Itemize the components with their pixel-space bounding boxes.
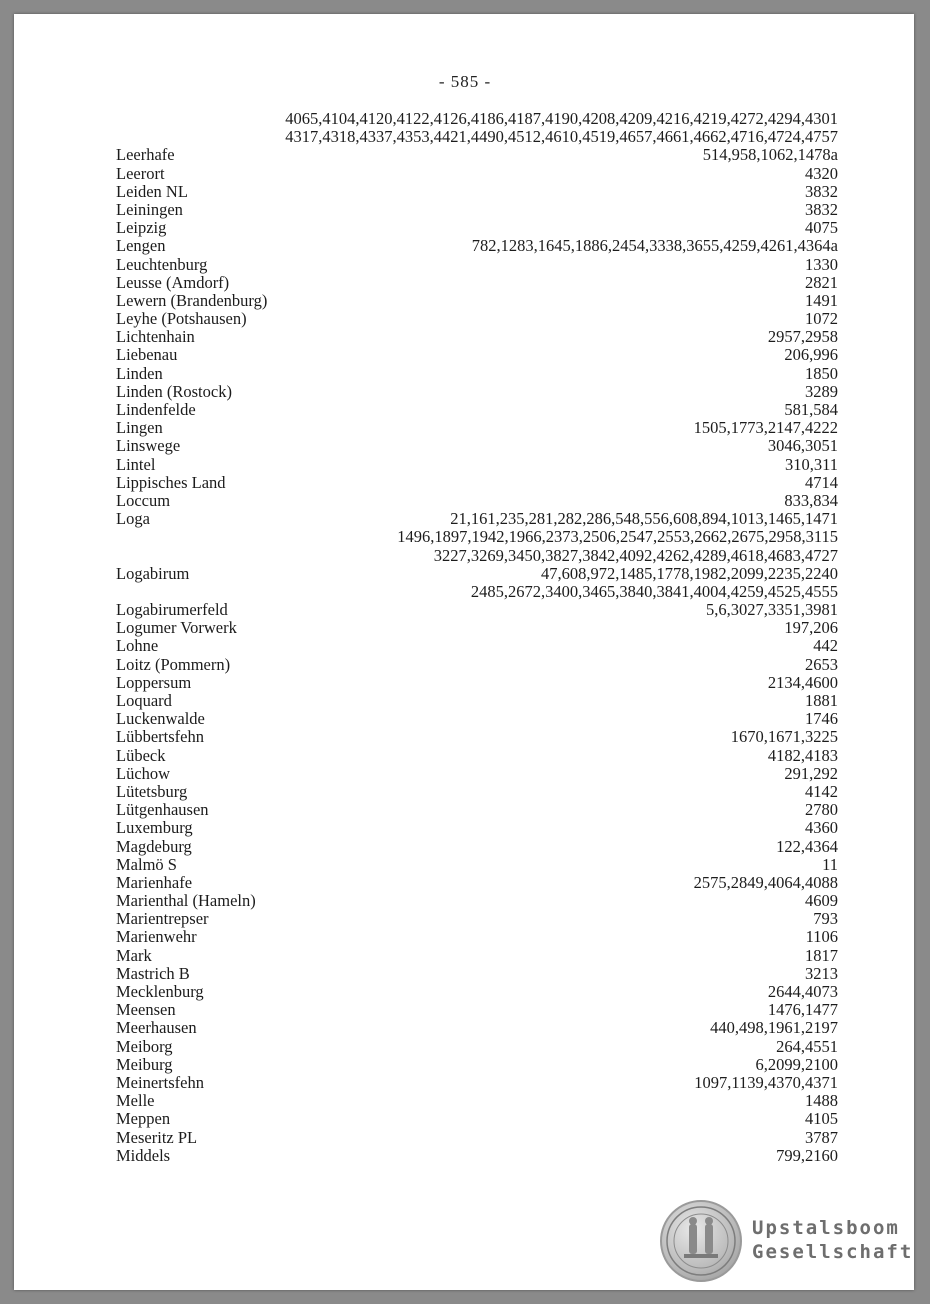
reference-numbers: 514,958,1062,1478a bbox=[702, 145, 838, 165]
index-entry bbox=[116, 110, 838, 128]
index-entry bbox=[116, 619, 838, 637]
reference-numbers: 442 bbox=[813, 636, 838, 656]
reference-numbers: 1072 bbox=[805, 309, 838, 329]
place-name: Liebenau bbox=[116, 345, 178, 365]
index-entry bbox=[116, 528, 838, 546]
reference-numbers: 1106 bbox=[805, 927, 838, 947]
place-name: Leyhe (Potshausen) bbox=[116, 309, 247, 329]
index-entry bbox=[116, 801, 838, 819]
index-entry bbox=[116, 183, 838, 201]
index-entry bbox=[116, 274, 838, 292]
reference-numbers: 1496,1897,1942,1966,2373,2506,2547,2553,2662,2675,2958,3115 bbox=[397, 527, 838, 547]
place-name: Logabirumerfeld bbox=[116, 600, 228, 620]
reference-numbers: 793 bbox=[813, 909, 838, 929]
reference-numbers: 4609 bbox=[805, 891, 838, 911]
index-entry bbox=[116, 510, 838, 528]
index-entry bbox=[116, 783, 838, 801]
place-name: Loga bbox=[116, 509, 150, 529]
index-entry bbox=[116, 910, 838, 928]
reference-numbers: 799,2160 bbox=[776, 1145, 838, 1165]
index-entry bbox=[116, 565, 838, 583]
place-name: Lindenfelde bbox=[116, 400, 196, 419]
publisher-line2: Gesellschaft bbox=[752, 1241, 914, 1263]
index-entry bbox=[116, 365, 838, 383]
reference-numbers: 206,996 bbox=[784, 345, 838, 365]
reference-numbers: 581,584 bbox=[784, 400, 838, 419]
reference-numbers: 4317,4318,4337,4353,4421,4490,4512,4610,4519,4657,4661,4662,4716,4724,4757 bbox=[285, 127, 838, 147]
page-number: - 585 - bbox=[438, 72, 492, 91]
reference-numbers: 2821 bbox=[805, 272, 838, 292]
place-name: Lippisches Land bbox=[116, 472, 226, 492]
reference-numbers: 122,4364 bbox=[776, 836, 838, 856]
reference-numbers: 4320 bbox=[805, 163, 838, 183]
place-name: Leuchtenburg bbox=[116, 254, 208, 274]
place-name: Loppersum bbox=[116, 672, 192, 692]
place-name: Lübeck bbox=[116, 745, 166, 765]
place-name: Mark bbox=[116, 945, 152, 965]
place-name: Marientrepser bbox=[116, 909, 209, 929]
index-entry bbox=[116, 1019, 838, 1037]
place-name: Leerhafe bbox=[116, 145, 175, 165]
reference-numbers: 4142 bbox=[805, 781, 838, 801]
reference-numbers: 4182,4183 bbox=[767, 745, 838, 765]
index-entry bbox=[116, 856, 838, 874]
place-name: Meppen bbox=[116, 1109, 171, 1129]
place-name: Linden (Rostock) bbox=[116, 381, 232, 401]
reference-numbers: 833,834 bbox=[784, 490, 838, 510]
reference-numbers: 782,1283,1645,1886,2454,3338,3655,4259,4261,4364a bbox=[471, 236, 838, 256]
place-name: Loquard bbox=[116, 691, 172, 710]
place-name: Magdeburg bbox=[116, 836, 192, 856]
place-name: Malmö S bbox=[116, 854, 177, 874]
place-name: Lübbertsfehn bbox=[116, 727, 204, 747]
place-name: Marienthal (Hameln) bbox=[116, 891, 256, 911]
publisher-line1: Upstalsboom bbox=[752, 1217, 900, 1239]
index-entry bbox=[116, 1001, 838, 1019]
index-entry bbox=[116, 874, 838, 892]
index-entry bbox=[116, 437, 838, 455]
reference-numbers: 1670,1671,3225 bbox=[730, 727, 838, 747]
place-name: Luxemburg bbox=[116, 818, 193, 838]
place-name: Leerort bbox=[116, 163, 165, 183]
reference-numbers: 2957,2958 bbox=[767, 327, 838, 347]
society-seal-logo bbox=[660, 1200, 742, 1282]
index-entry bbox=[116, 328, 838, 346]
place-name: Lengen bbox=[116, 236, 166, 256]
place-name: Lüchow bbox=[116, 763, 171, 783]
index-entry bbox=[116, 1038, 838, 1056]
index-entry bbox=[116, 838, 838, 856]
index-entry bbox=[116, 547, 838, 565]
index-entry bbox=[116, 237, 838, 255]
place-name: Meensen bbox=[116, 1000, 176, 1020]
reference-numbers: 2485,2672,3400,3465,3840,3841,4004,4259,4525,4555 bbox=[470, 581, 838, 601]
reference-numbers: 2780 bbox=[805, 800, 838, 820]
reference-numbers: 4360 bbox=[805, 818, 838, 838]
place-name: Loitz (Pommern) bbox=[116, 654, 231, 674]
place-name: Lintel bbox=[116, 454, 156, 474]
place-name: Leiden NL bbox=[116, 181, 188, 201]
reference-numbers: 291,292 bbox=[784, 763, 838, 783]
index-entry bbox=[116, 1110, 838, 1128]
reference-numbers: 2575,2849,4064,4088 bbox=[693, 872, 838, 892]
place-name: Luckenwalde bbox=[116, 709, 205, 729]
reference-numbers: 264,4551 bbox=[776, 1036, 838, 1056]
index-entry bbox=[116, 637, 838, 655]
reference-numbers: 3046,3051 bbox=[767, 436, 838, 456]
place-name: Lütetsburg bbox=[116, 781, 188, 801]
index-entry bbox=[116, 892, 838, 910]
index-entry bbox=[116, 710, 838, 728]
place-name: Meerhausen bbox=[116, 1018, 197, 1038]
index-entry bbox=[116, 656, 838, 674]
place-name: Lichtenhain bbox=[116, 327, 195, 347]
place-name: Meinertsfehn bbox=[116, 1072, 204, 1092]
index-entry bbox=[116, 983, 838, 1001]
index-entry bbox=[116, 219, 838, 237]
reference-numbers: 4075 bbox=[805, 218, 838, 238]
index-entry bbox=[116, 674, 838, 692]
reference-numbers: 440,498,1961,2197 bbox=[710, 1018, 838, 1038]
reference-numbers: 3289 bbox=[805, 381, 838, 401]
index-entry bbox=[116, 383, 838, 401]
reference-numbers: 1491 bbox=[805, 290, 838, 310]
reference-numbers: 1850 bbox=[805, 363, 838, 383]
index-entry bbox=[116, 1129, 838, 1147]
reference-numbers: 310,311 bbox=[784, 454, 838, 474]
reference-numbers: 47,608,972,1485,1778,1982,2099,2235,2240 bbox=[541, 563, 838, 583]
index-entry bbox=[116, 965, 838, 983]
reference-numbers: 6,2099,2100 bbox=[755, 1054, 838, 1074]
place-name: Middels bbox=[116, 1145, 171, 1165]
place-name: Leiningen bbox=[116, 199, 183, 219]
place-name: Marienhafe bbox=[116, 872, 193, 892]
reference-numbers: 1505,1773,2147,4222 bbox=[693, 418, 838, 438]
reference-numbers: 3213 bbox=[805, 963, 838, 983]
index-entry bbox=[116, 728, 838, 746]
reference-numbers: 2653 bbox=[805, 654, 838, 674]
reference-numbers: 5,6,3027,3351,3981 bbox=[706, 600, 838, 620]
index-entry bbox=[116, 128, 838, 146]
index-entry bbox=[116, 165, 838, 183]
place-name: Melle bbox=[116, 1091, 155, 1111]
place-name: Mastrich B bbox=[116, 963, 190, 983]
reference-numbers: 3227,3269,3450,3827,3842,4092,4262,4289,4618,4683,4727 bbox=[433, 545, 838, 565]
reference-numbers: 1488 bbox=[805, 1091, 838, 1111]
place-name: Leipzig bbox=[116, 218, 167, 238]
index-entry bbox=[116, 692, 838, 710]
index-entry bbox=[116, 928, 838, 946]
reference-numbers: 1097,1139,4370,4371 bbox=[694, 1072, 838, 1092]
reference-numbers: 1476,1477 bbox=[767, 1000, 838, 1020]
place-name: Meiburg bbox=[116, 1054, 173, 1074]
index-entry bbox=[116, 256, 838, 274]
index-entry bbox=[116, 146, 838, 164]
place-name: Linswege bbox=[116, 436, 181, 456]
reference-numbers: 1881 bbox=[805, 691, 838, 710]
place-name: Meseritz PL bbox=[116, 1127, 198, 1147]
place-name: Meiborg bbox=[116, 1036, 173, 1056]
index-entry bbox=[116, 747, 838, 765]
index-entry bbox=[116, 819, 838, 837]
reference-numbers: 3787 bbox=[805, 1127, 838, 1147]
reference-numbers: 1330 bbox=[805, 254, 838, 274]
place-name: Mecklenburg bbox=[116, 982, 204, 1001]
index-entry bbox=[116, 947, 838, 965]
index-entry bbox=[116, 583, 838, 601]
place-name: Marienwehr bbox=[116, 927, 197, 947]
index-entry bbox=[116, 601, 838, 619]
index-entry bbox=[116, 310, 838, 328]
index-entry bbox=[116, 346, 838, 364]
reference-numbers: 11 bbox=[822, 854, 838, 874]
reference-numbers: 21,161,235,281,282,286,548,556,608,894,1013,1465,1471 bbox=[450, 509, 838, 529]
reference-numbers: 1746 bbox=[805, 709, 838, 729]
place-name: Leusse (Amdorf) bbox=[116, 272, 230, 292]
place-name: Logumer Vorwerk bbox=[116, 618, 237, 638]
index-entry bbox=[116, 201, 838, 219]
index-entry bbox=[116, 401, 838, 419]
reference-numbers: 1817 bbox=[805, 945, 838, 965]
reference-numbers: 3832 bbox=[805, 199, 838, 219]
index-entry bbox=[116, 1147, 838, 1165]
index-entry bbox=[116, 456, 838, 474]
index-entry bbox=[116, 419, 838, 437]
index-entry bbox=[116, 1074, 838, 1092]
index-entry bbox=[116, 492, 838, 510]
reference-numbers: 197,206 bbox=[784, 618, 838, 638]
index-entry bbox=[116, 292, 838, 310]
place-name: Lewern (Brandenburg) bbox=[116, 290, 268, 310]
index-entry bbox=[116, 1092, 838, 1110]
reference-numbers: 4714 bbox=[805, 472, 838, 492]
reference-numbers: 2134,4600 bbox=[767, 672, 838, 692]
reference-numbers: 4065,4104,4120,4122,4126,4186,4187,4190,4208,4209,4216,4219,4272,4294,4301 bbox=[285, 109, 838, 128]
index-entry bbox=[116, 1056, 838, 1074]
place-name: Lütgenhausen bbox=[116, 800, 209, 820]
place-name: Loccum bbox=[116, 490, 171, 510]
place-name: Lohne bbox=[116, 636, 159, 656]
place-name: Linden bbox=[116, 363, 163, 383]
reference-numbers: 4105 bbox=[805, 1109, 838, 1129]
publisher-name bbox=[752, 1216, 913, 1264]
place-index-list bbox=[116, 110, 838, 1165]
reference-numbers: 3832 bbox=[805, 181, 838, 201]
index-entry bbox=[116, 474, 838, 492]
reference-numbers: 2644,4073 bbox=[767, 982, 838, 1001]
place-name: Logabirum bbox=[116, 563, 190, 583]
index-entry bbox=[116, 765, 838, 783]
place-name: Lingen bbox=[116, 418, 163, 438]
seal-icon bbox=[662, 1202, 740, 1280]
